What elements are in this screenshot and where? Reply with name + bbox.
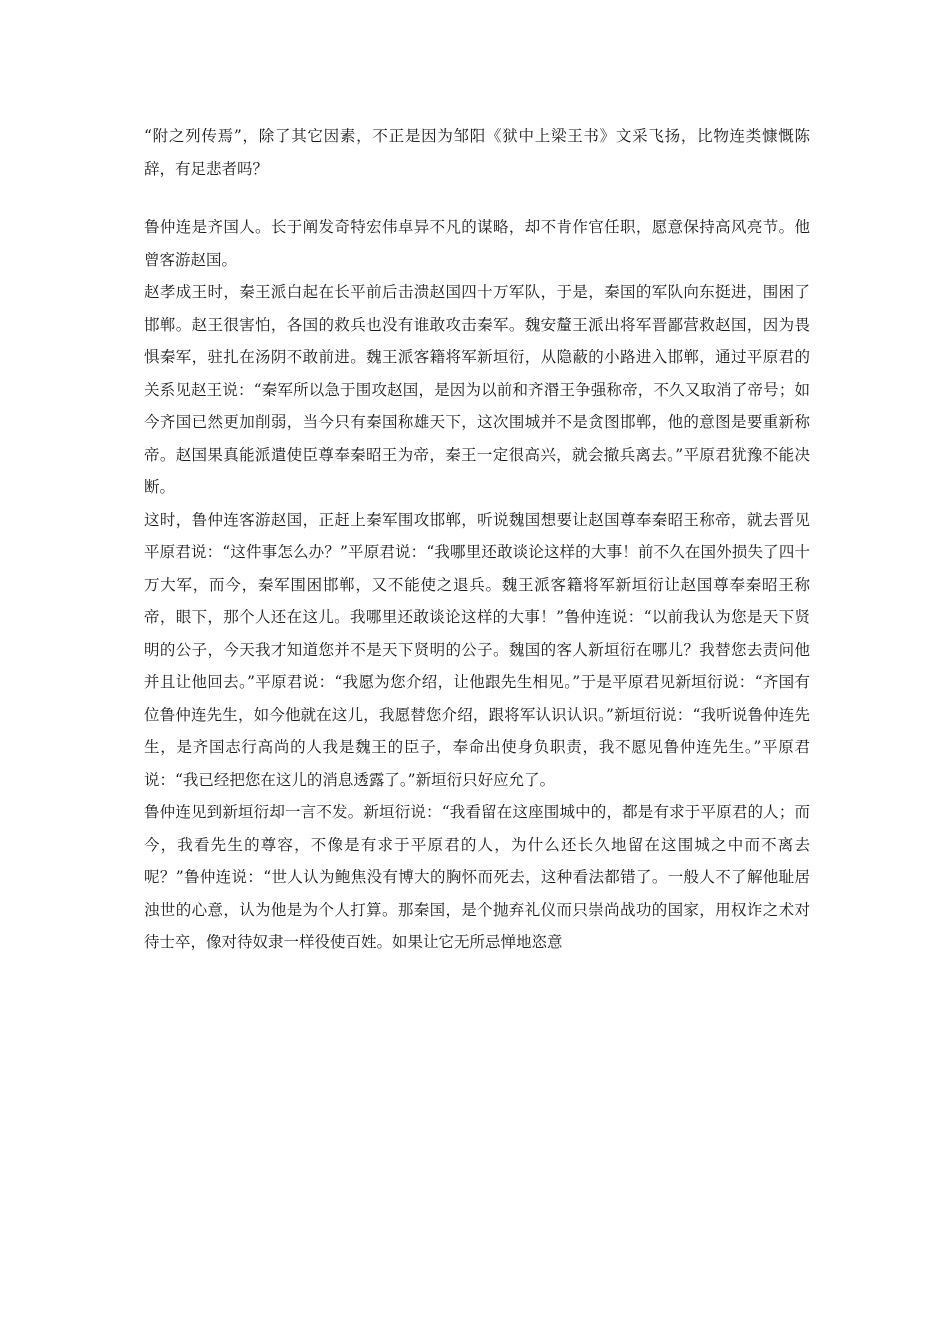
paragraph-5: 鲁仲连见到新垣衍却一言不发。新垣衍说：“我看留在这座围城中的，都是有求于平原君的人；而今，我看先生的尊容，不像是有求于平原君的人，为什么还长久地留在这围城之中而不离去呢？”鲁仲连说：“世人认为鲍焦没有博大的胸怀而死去，这种看法都错了。一般人不了解他耻居浊世的心意，认为他是为个人打算。那秦国，是个抛弃礼仪而只崇尚战功的国家，用权诈之术对待士卒，像对待奴隶一样役使百姓。如果让它无所忌惮地恣意 <box>144 803 810 951</box>
paragraph-2: 鲁仲连是齐国人。长于阐发奇特宏伟卓异不凡的谋略，却不肯作官任职，愿意保持高风亮节。他曾客游赵国。 <box>144 218 810 269</box>
paragraph-1: “附之列传焉”，除了其它因素，不正是因为邹阳《狱中上梁王书》文采飞扬，比物连类慷慨陈辞，有足悲者吗？ <box>144 127 810 178</box>
document-body <box>144 120 810 959</box>
paragraph-3: 赵孝成王时，秦王派白起在长平前后击溃赵国四十万军队，于是，秦国的军队向东挺进，围困了邯郸。赵王很害怕，各国的救兵也没有谁敢攻击秦军。魏安釐王派出将军晋鄙营救赵国，因为畏惧秦军，驻扎在汤阴不敢前进。魏王派客籍将军新垣衍，从隐蔽的小路进入邯郸，通过平原君的关系见赵王说：“秦军所以急于围攻赵国，是因为以前和齐湣王争强称帝，不久又取消了帝号；如今齐国已然更加削弱，当今只有秦国称雄天下，这次围城并不是贪图邯郸，他的意图是要重新称帝。赵国果真能派遣使臣尊奉秦昭王为帝，秦王一定很高兴，就会撤兵离去。”平原君犹豫不能决断。 <box>144 283 810 496</box>
paragraph-4: 这时，鲁仲连客游赵国，正赶上秦军围攻邯郸，听说魏国想要让赵国尊奉秦昭王称帝，就去晋见平原君说：“这件事怎么办？”平原君说：“我哪里还敢谈论这样的大事！前不久在国外损失了四十万大军，而今，秦军围困邯郸，又不能使之退兵。魏王派客籍将军新垣衍让赵国尊奉秦昭王称帝，眼下，那个人还在这儿。我哪里还敢谈论这样的大事！”鲁仲连说：“以前我认为您是天下贤明的公子，今天我才知道您并不是天下贤明的公子。魏国的客人新垣衍在哪儿？我替您去责问他并且让他回去。”平原君说：“我愿为您介绍，让他跟先生相见。”于是平原君见新垣衍说：“齐国有位鲁仲连先生，如今他就在这儿，我愿替您介绍，跟将军认识认识。”新垣衍说：“我听说鲁仲连先生，是齐国志行高尚的人我是魏王的臣子，奉命出使身负职责，我不愿见鲁仲连先生。”平原君说：“我已经把您在这儿的消息透露了。”新垣衍只好应允了。 <box>144 510 810 789</box>
